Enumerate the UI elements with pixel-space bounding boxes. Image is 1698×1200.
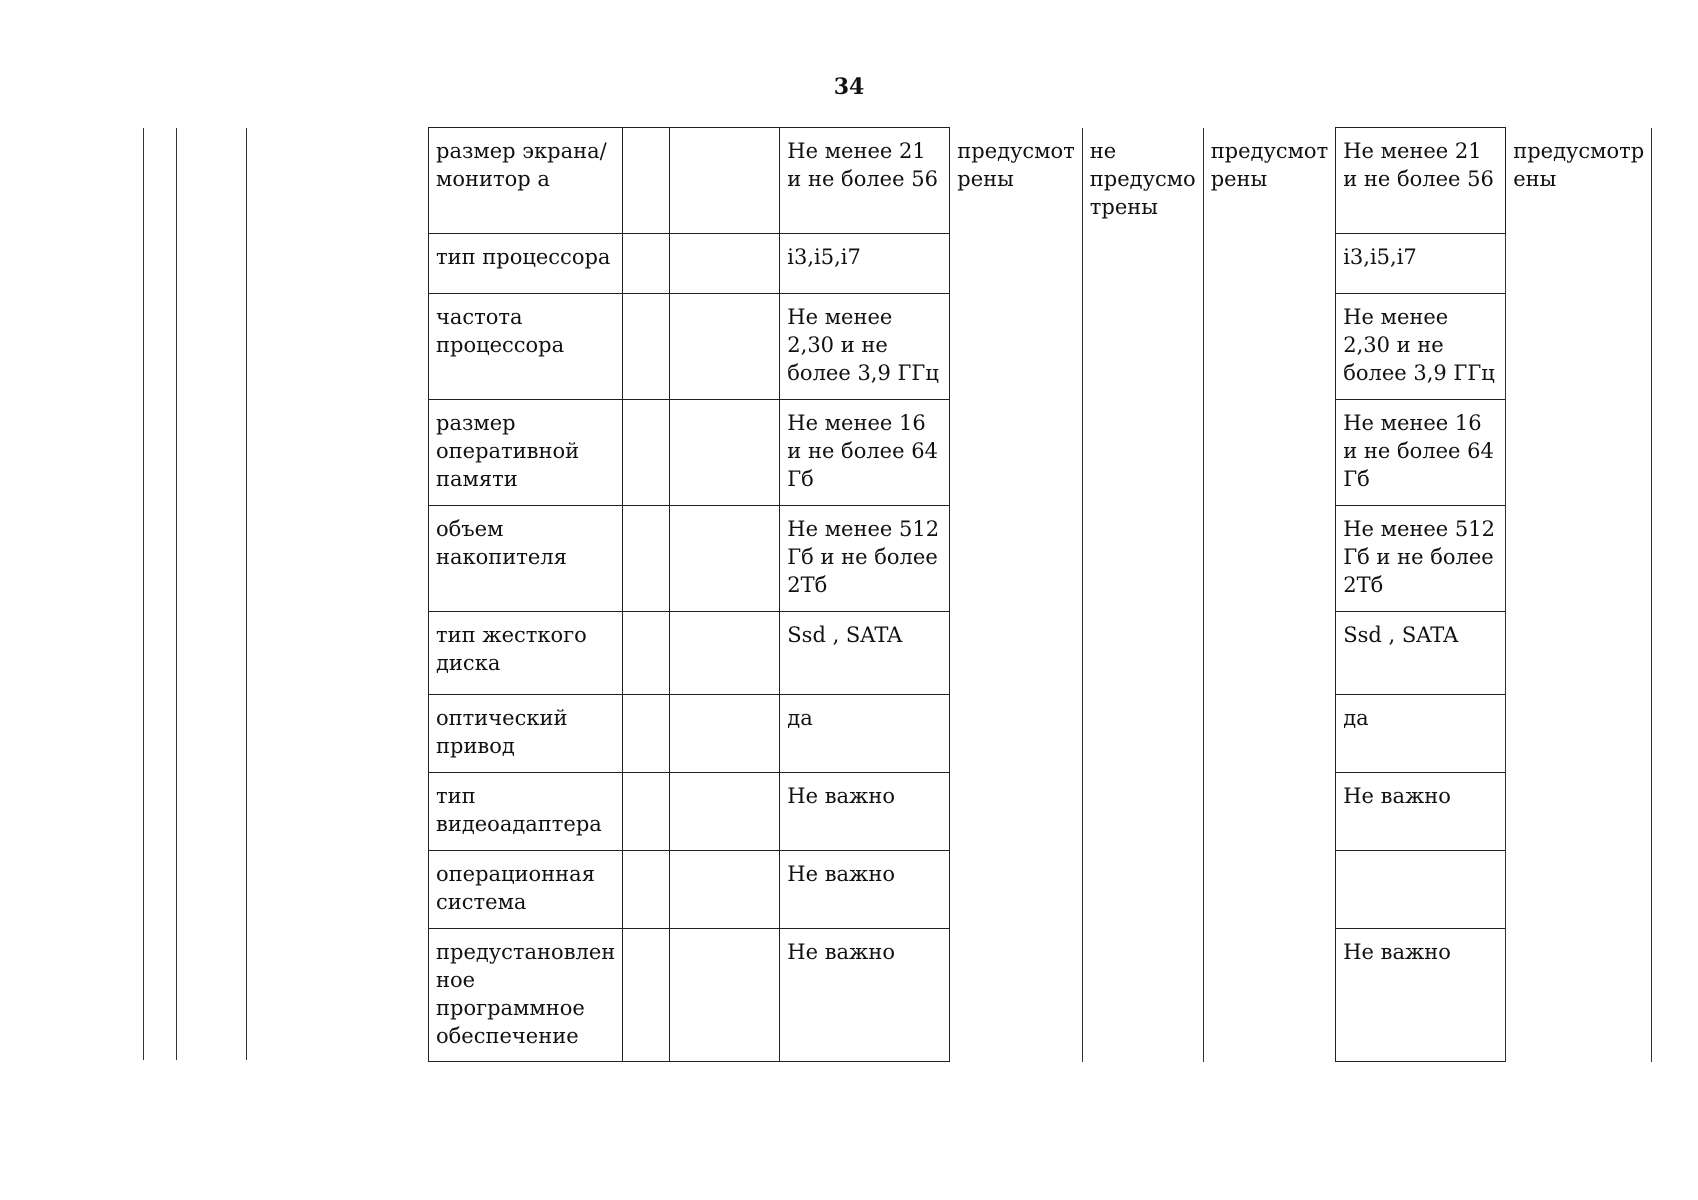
empty-cell <box>670 773 780 851</box>
provided-cell: предусмот рены <box>957 138 1075 191</box>
empty-cell <box>623 294 670 400</box>
provided-cell: предусмот рены <box>1203 128 1336 1062</box>
value-cell: Не важно <box>1336 773 1506 851</box>
value-cell: Не менее 16 и не более 64 Гб <box>780 400 950 506</box>
value-cell: Не важно <box>780 773 950 851</box>
empty-cell <box>670 695 780 773</box>
empty-cell <box>623 851 670 929</box>
empty-cell <box>670 234 780 294</box>
empty-cell <box>623 400 670 506</box>
value-cell: Не менее 512 Гб и не более 2Тб <box>780 506 950 612</box>
value-cell: да <box>780 695 950 773</box>
empty-cell <box>623 695 670 773</box>
empty-cell <box>623 234 670 294</box>
table-left-border <box>143 128 144 1060</box>
characteristic-cell: предустановлен ное программное обеспечение <box>429 929 623 1062</box>
value-cell: Не менее 2,30 и не более 3,9 ГГц <box>1336 294 1506 400</box>
empty-cell <box>670 294 780 400</box>
characteristic-cell: тип жесткого диска <box>429 612 623 695</box>
empty-cell <box>623 612 670 695</box>
characteristic-cell: оптический привод <box>429 695 623 773</box>
characteristic-cell: тип процессора <box>429 234 623 294</box>
empty-cell <box>623 929 670 1062</box>
empty-cell <box>623 506 670 612</box>
table-row <box>429 128 1652 234</box>
page-number: 34 <box>833 74 865 100</box>
empty-cell <box>670 506 780 612</box>
empty-cell <box>623 128 670 234</box>
value-cell: i3,i5,i7 <box>1336 234 1506 294</box>
characteristic-cell: размер оперативной памяти <box>429 400 623 506</box>
empty-cell <box>670 128 780 234</box>
value-cell: Не менее 16 и не более 64 Гб <box>1336 400 1506 506</box>
not-provided-cell: не предусмо трены <box>1082 128 1203 1062</box>
characteristic-cell: частота процессора <box>429 294 623 400</box>
value-cell: i3,i5,i7 <box>780 234 950 294</box>
specifications-table <box>428 127 1652 1062</box>
value-cell: Не важно <box>1336 929 1506 1062</box>
characteristic-cell: тип видеоадаптера <box>429 773 623 851</box>
value-cell: Не менее 2,30 и не более 3,9 ГГц <box>780 294 950 400</box>
characteristic-cell: операционная система <box>429 851 623 929</box>
provided-cell: предусмотр ены <box>1506 128 1652 1062</box>
table-column-divider <box>176 128 177 1060</box>
value-cell: Не важно <box>780 929 950 1062</box>
empty-cell <box>670 612 780 695</box>
empty-cell <box>623 773 670 851</box>
value-cell: Не важно <box>780 851 950 929</box>
characteristic-cell: размер экрана/монитор а <box>429 128 623 234</box>
value-cell: Не менее 21 и не более 56 <box>1336 128 1506 234</box>
empty-cell <box>670 929 780 1062</box>
value-cell: Ssd , SATA <box>1336 612 1506 695</box>
empty-cell <box>670 851 780 929</box>
value-cell: да <box>1336 695 1506 773</box>
table-column-divider <box>246 128 247 1060</box>
empty-cell <box>670 400 780 506</box>
value-cell: Ssd , SATA <box>780 612 950 695</box>
value-cell: Не менее 21 и не более 56 <box>780 128 950 234</box>
characteristic-cell: объем накопителя <box>429 506 623 612</box>
value-cell: Не менее 512 Гб и не более 2Тб <box>1336 506 1506 612</box>
value-cell <box>1336 851 1506 929</box>
